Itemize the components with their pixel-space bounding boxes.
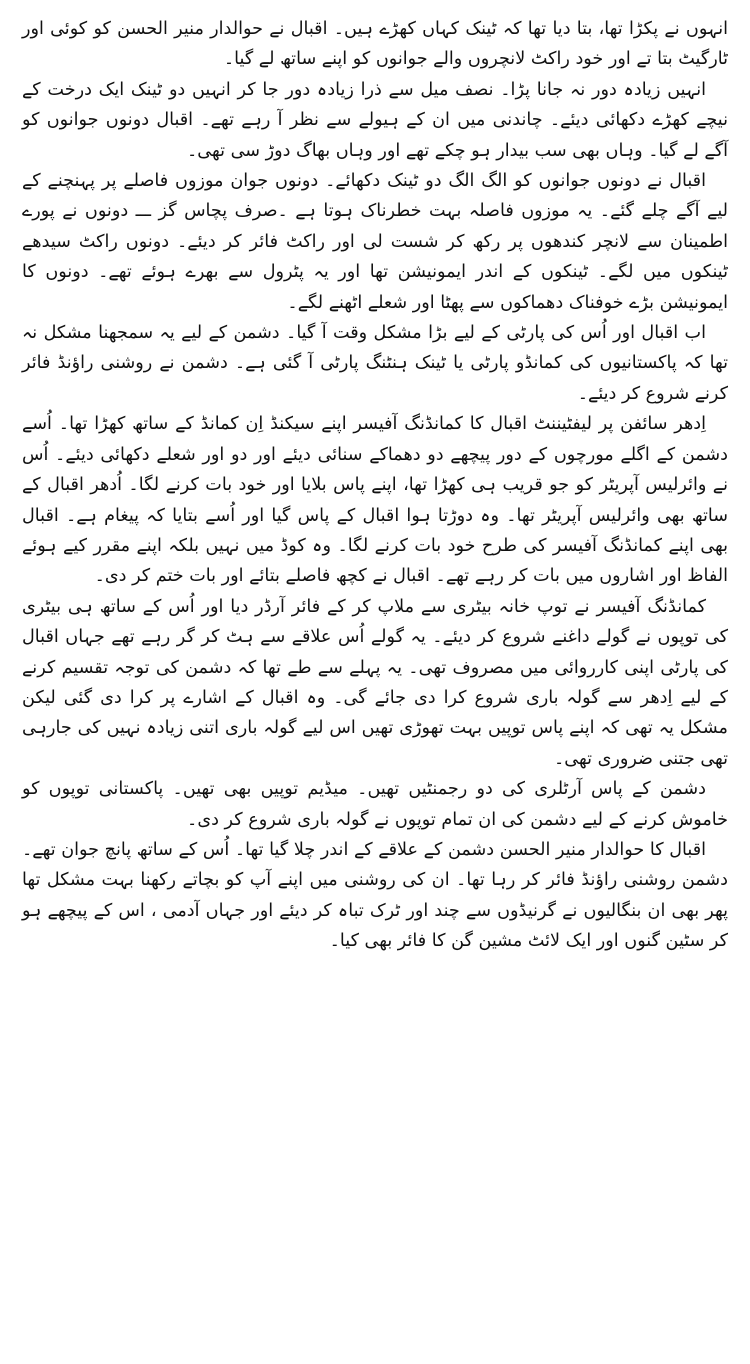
paragraph-6: کمانڈنگ آفیسر نے توپ خانہ بیٹری سے ملاپ کر کے فائر آرڈر دیا اور اُس کے ساتھ ہی بیٹری کی توپوں نے گولے داغنے شروع کر دیئے۔ یہ گولے اُس علاقے سے ہٹ کر گر رہے تھے جہاں اقبال کی پارٹی اپنی کارروائی میں مصروف تھی۔ یہ پہلے سے طے تھا کہ دشمن کی توجہ تقسیم کرنے کے لیے اِدھر سے گولہ باری شروع کرا دی جائے گی۔ وہ اقبال کے اشارے پر کرا دی گئی لیکن مشکل یہ تھی کہ اپنے پاس توپیں بہت تھوڑی تھیں اس لیے گولہ باری اتنی زیادہ نہیں کی جارہی تھی جتنی ضروری تھی۔ bbox=[22, 596, 728, 769]
paragraph-8: اقبال کا حوالدار منیر الحسن دشمن کے علاقے کے اندر چلا گیا تھا۔ اُس کے ساتھ پانچ جوان تھے۔ دشمن روشنی راؤنڈ فائر کر رہا تھا۔ ان کی روشنی میں اپنے آپ کو بچاتے رکھنا بہت مشکل تھا پھر بھی ان بنگالیوں نے گرنیڈوں سے چند اور ٹرک تباہ کر دیئے اور جہاں آدمی ، اس کے پیچھے ہو کر سٹین گنوں اور ایک لائٹ مشین گن کا فائر بھی کیا۔ bbox=[22, 839, 728, 952]
paragraph-3: اقبال نے دونوں جوانوں کو الگ الگ دو ٹینک دکھائے۔ دونوں جوان موزوں فاصلے پر پہنچنے کے لیے آگے چلے گئے۔ یہ موزوں فاصلہ بہت خطرناک ہوتا ہے ۔صرف پچاس گز ـــ دونوں نے پورے اطمینان سے لانچر کندھوں پر رکھ کر شست لی اور راکٹ فائر کر دیئے۔ دونوں راکٹ سیدھے ٹینکوں میں لگے۔ ٹینکوں کے اندر ایمونیشن تھا اور یہ پٹرول سے بھرے ہوئے تھے۔ دونوں کا ایمونیشن بڑے خوفناک دھماکوں سے پھٹا اور شعلے اٹھنے لگے۔ bbox=[22, 171, 728, 313]
paragraph-5: اِدھر سائفن پر لیفٹیننٹ اقبال کا کمانڈنگ آفیسر اپنے سیکنڈ اِن کمانڈ کے ساتھ کھڑا تھا۔ اُسے دشمن کے اگلے مورچوں کے دور پیچھے دو دھماکے سنائی دیئے اور دو اور شعلے دکھائی دیئے۔ اُس نے وائرلیس آپریٹر کو جو قریب ہی کھڑا تھا، اپنے پاس بلایا اور خود بات کرنے لگا۔ اُدھر اقبال کے ساتھ بھی وائرلیس آپریٹر تھا۔ وہ دوڑتا ہوا اقبال کے پاس گیا اور اُسے بتایا کہ پیغام ہے۔ اقبال بھی اپنے کمانڈنگ آفیسر کی طرح خود بات کرنے لگا۔ وہ کوڈ میں نہیں بلکہ اپنے مقرر کیے ہوئے الفاظ اور اشاروں میں بات کر رہے تھے۔ اقبال نے کچھ فاصلے بتائے اور بات ختم کر دی۔ bbox=[22, 414, 728, 587]
paragraph-2: انہیں زیادہ دور نہ جانا پڑا۔ نصف میل سے ذرا زیادہ دور جا کر انہیں دو ٹینک ایک درخت کے نیچے کھڑے دکھائی دیئے۔ چاندنی میں ان کے ہیولے سے نظر آ رہے تھے۔ اقبال دونوں جوانوں کو آگے لے گیا۔ وہاں بھی سب بیدار ہو چکے تھے اور وہاں بھاگ دوڑ سی تھی۔ bbox=[22, 79, 728, 161]
paragraph-7: دشمن کے پاس آرٹلری کی دو رجمنٹیں تھیں۔ میڈیم توپیں بھی تھیں۔ پاکستانی توپوں کو خاموش کرنے کے لیے دشمن کی ان تمام توپوں نے گولہ باری شروع کر دی۔ bbox=[22, 779, 728, 830]
paragraph-1: انہوں نے پکڑا تھا، بتا دیا تھا کہ ٹینک کہاں کھڑے ہیں۔ اقبال نے حوالدار منیر الحسن کو کوئی اور ٹارگیٹ بتا تے اور خود راکٹ لانچروں والے جوانوں کو اپنے ساتھ لے گیا۔ bbox=[22, 19, 728, 70]
paragraph-4: اب اقبال اور اُس کی پارٹی کے لیے بڑا مشکل وقت آ گیا۔ دشمن کے لیے یہ سمجھنا مشکل نہ تھا کہ پاکستانیوں کی کمانڈو پارٹی یا ٹینک ہنٹنگ پارٹی آ گئی ہے۔ دشمن نے روشنی راؤنڈ فائر کرنے شروع کر دیئے۔ bbox=[22, 323, 728, 404]
